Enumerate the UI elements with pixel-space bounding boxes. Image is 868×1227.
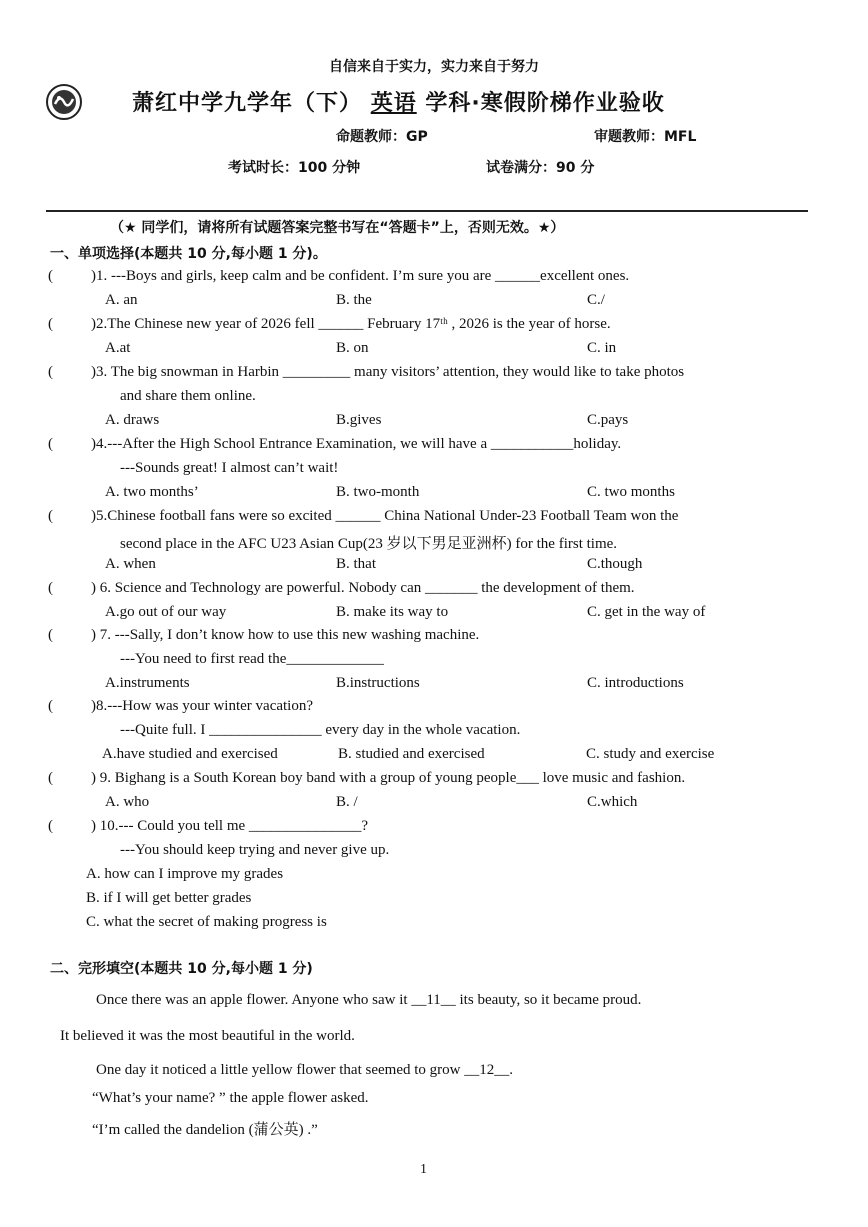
answer-bracket: ( [48,698,53,714]
option-c: C. study and exercise [586,746,715,762]
cloze-line: It believed it was the most beautiful in the world. [60,1028,355,1044]
setter-teacher: 命题教师：GP [336,129,428,145]
option-c: C. what the secret of making progress is [86,914,327,930]
page-number: 1 [420,1162,427,1177]
option-c: C./ [587,292,605,308]
section1-heading: 一、单项选择(本题共 10 分,每小题 1 分)。 [50,246,327,262]
question-stem: ) 9. Bighang is a South Korean boy band with a group of young people___ love music and fashion. [91,770,686,786]
answer-bracket: ( [48,627,53,643]
answer-bracket: ( [48,316,53,332]
option-b: B. two-month [336,484,420,500]
motto: 自信来自于实力，实力来自于努力 [329,59,539,75]
option-c: C. in [587,340,617,356]
question-stem: ) 10.--- Could you tell me _______________? [91,818,369,834]
cloze-line: One day it noticed a little yellow flower that seemed to grow __12__. [96,1062,513,1078]
option-c: C.pays [587,412,629,428]
option-b: B. the [336,292,372,308]
question-line: second place in the AFC U23 Asian Cup(23 岁以下男足亚洲杯) for the first time. [120,536,618,552]
question-line: ---You need to first read the_____________ [120,651,384,667]
option-c: C.though [587,556,643,572]
option-a: A.have studied and exercised [102,746,278,762]
option-a: A. how can I improve my grades [86,866,284,882]
option-c: C.which [587,794,638,810]
option-b: B.gives [336,412,382,428]
option-a: A. two months’ [105,484,199,500]
option-a: A. who [105,794,150,810]
question-line: ---You should keep trying and never give up. [120,842,390,858]
school-logo [46,84,82,120]
option-c: C. introductions [587,675,684,691]
section2-heading: 二、完形填空(本题共 10 分,每小题 1 分) [50,961,313,977]
exam-duration: 考试时长：100 分钟 [228,160,361,176]
option-b: B. / [336,794,358,810]
question-stem: )4.---After the High School Entrance Examination, we will have a ___________holiday. [91,436,622,452]
option-b: B. if I will get better grades [86,890,252,906]
option-a: A.instruments [105,675,190,691]
question-stem: )1. ---Boys and girls, keep calm and be confident. I’m sure you are ______excellent ones. [91,268,630,284]
answer-bracket: ( [48,508,53,524]
title-subject: 英语 [370,91,417,116]
question-line: ---Quite full. I _______________ every day in the whole vacation. [120,722,521,738]
cloze-line: Once there was an apple flower. Anyone who saw it __11__ its beauty, so it became proud. [96,992,642,1008]
option-b: B. that [336,556,376,572]
option-a: A. an [105,292,138,308]
question-line: and share them online. [120,388,256,404]
answer-bracket: ( [48,770,53,786]
option-c: C. get in the way of [587,604,706,620]
question-stem: )8.---How was your winter vacation? [91,698,314,714]
option-a: A.at [105,340,131,356]
option-a: A. draws [105,412,160,428]
reviewer-teacher: 审题教师：MFL [594,129,697,145]
cloze-line: “What’s your name? ” the apple flower asked. [92,1090,369,1106]
option-a: A. when [105,556,156,572]
title-school: 萧红中学九学年（下） [132,91,363,116]
answer-bracket: ( [48,818,53,834]
option-b: B. on [336,340,369,356]
notice: （★ 同学们，请将所有试题答案完整书写在“答题卡”上，否则无效。★） [110,220,565,236]
question-stem: )3. The big snowman in Harbin _________ many visitors’ attention, they would like to take photos [91,364,685,380]
option-b: B.instructions [336,675,420,691]
answer-bracket: ( [48,436,53,452]
exam-full-score: 试卷满分：90 分 [486,160,595,176]
option-b: B. make its way to [336,604,449,620]
cloze-line: “I’m called the dandelion (蒲公英) .” [92,1122,318,1138]
answer-bracket: ( [48,580,53,596]
question-stem: ) 6. Science and Technology are powerful. Nobody can _______ the development of them. [91,580,635,596]
option-c: C. two months [587,484,675,500]
option-b: B. studied and exercised [338,746,485,762]
question-stem: ) 7. ---Sally, I don’t know how to use this new washing machine. [91,627,480,643]
question-stem: )5.Chinese football fans were so excited ______ China National Under-23 Football Team won the [91,508,679,524]
question-stem: )2.The Chinese new year of 2026 fell ______ February 17ᵗʰ , 2026 is the year of horse. [91,316,611,332]
title-rest: 学科·寒假阶梯作业验收 [425,91,665,116]
question-line: ---Sounds great! I almost can’t wait! [120,460,339,476]
answer-bracket: ( [48,268,53,284]
page-title [132,86,665,117]
answer-bracket: ( [48,364,53,380]
divider-line [46,210,808,212]
option-a: A.go out of our way [105,604,227,620]
